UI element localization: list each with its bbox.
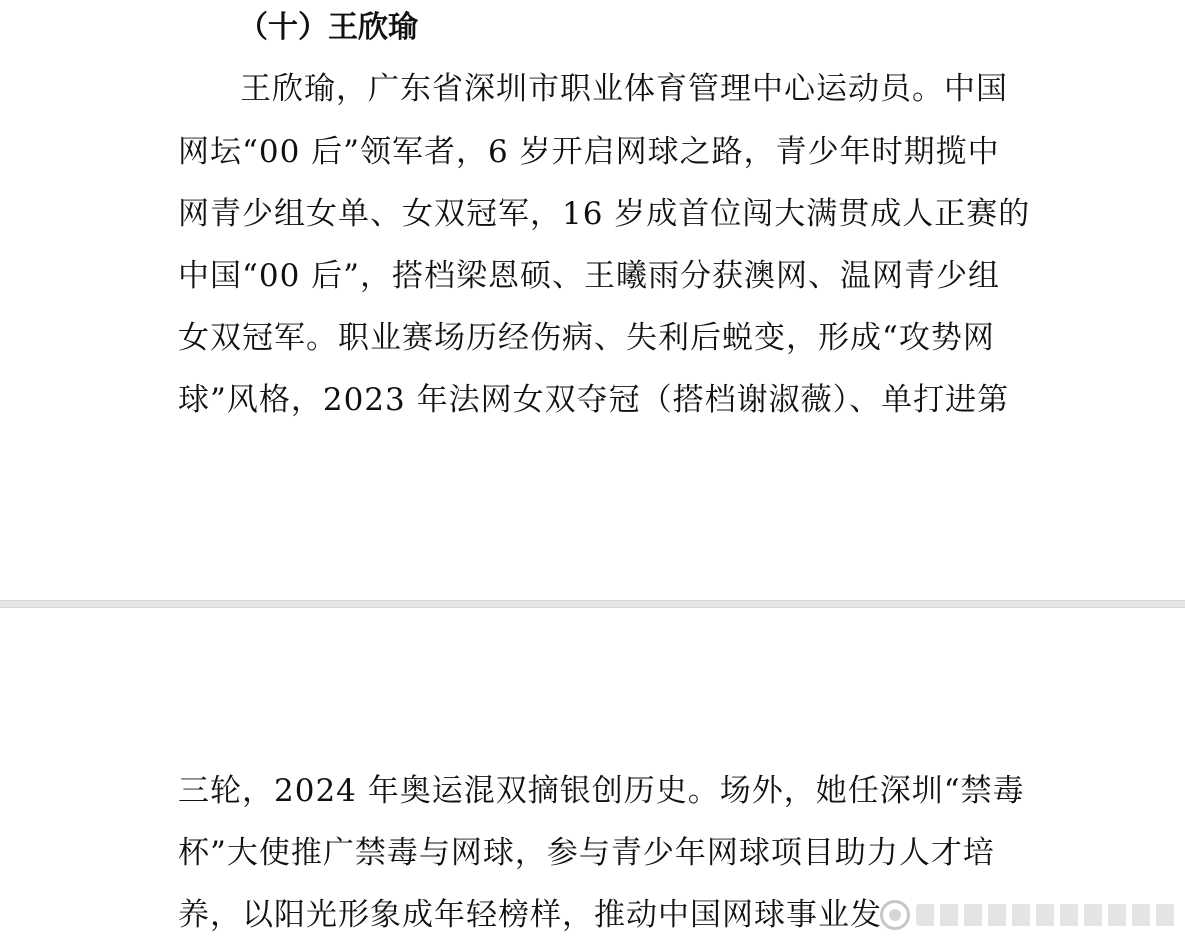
paragraph-line: 王欣瑜，广东省深圳市职业体育管理中心运动员。中国 — [240, 71, 1008, 107]
section-heading: （十）王欣瑜 — [238, 10, 418, 45]
paragraph-line: 中国“00 后”，搭档梁恩硕、王曦雨分获澳网、温网青少组 — [178, 258, 1000, 294]
paragraph-line: 网坛“00 后”领军者，6 岁开启网球之路，青少年时期揽中 — [178, 134, 1000, 170]
page-separator — [0, 600, 1185, 608]
watermark — [880, 895, 1180, 935]
watermark-text-mark — [916, 904, 1180, 926]
paragraph-line: 网青少组女单、女双冠军，16 岁成首位闯大满贯成人正赛的 — [178, 196, 1031, 232]
paragraph-line: 杯”大使推广禁毒与网球，参与青少年网球项目助力人才培 — [178, 835, 995, 871]
paragraph-line: 女双冠军。职业赛场历经伤病、失利后蜕变，形成“攻势网 — [178, 320, 995, 356]
paragraph-line: 三轮，2024 年奥运混双摘银创历史。场外，她任深圳“禁毒 — [178, 773, 1025, 809]
paragraph-line: 球”风格，2023 年法网女双夺冠（搭档谢淑薇）、单打进第 — [178, 382, 1010, 418]
paragraph-line: 养，以阳光形象成年轻榜样，推动中国网球事业发 — [178, 897, 882, 933]
weibo-logo-icon — [880, 900, 910, 930]
